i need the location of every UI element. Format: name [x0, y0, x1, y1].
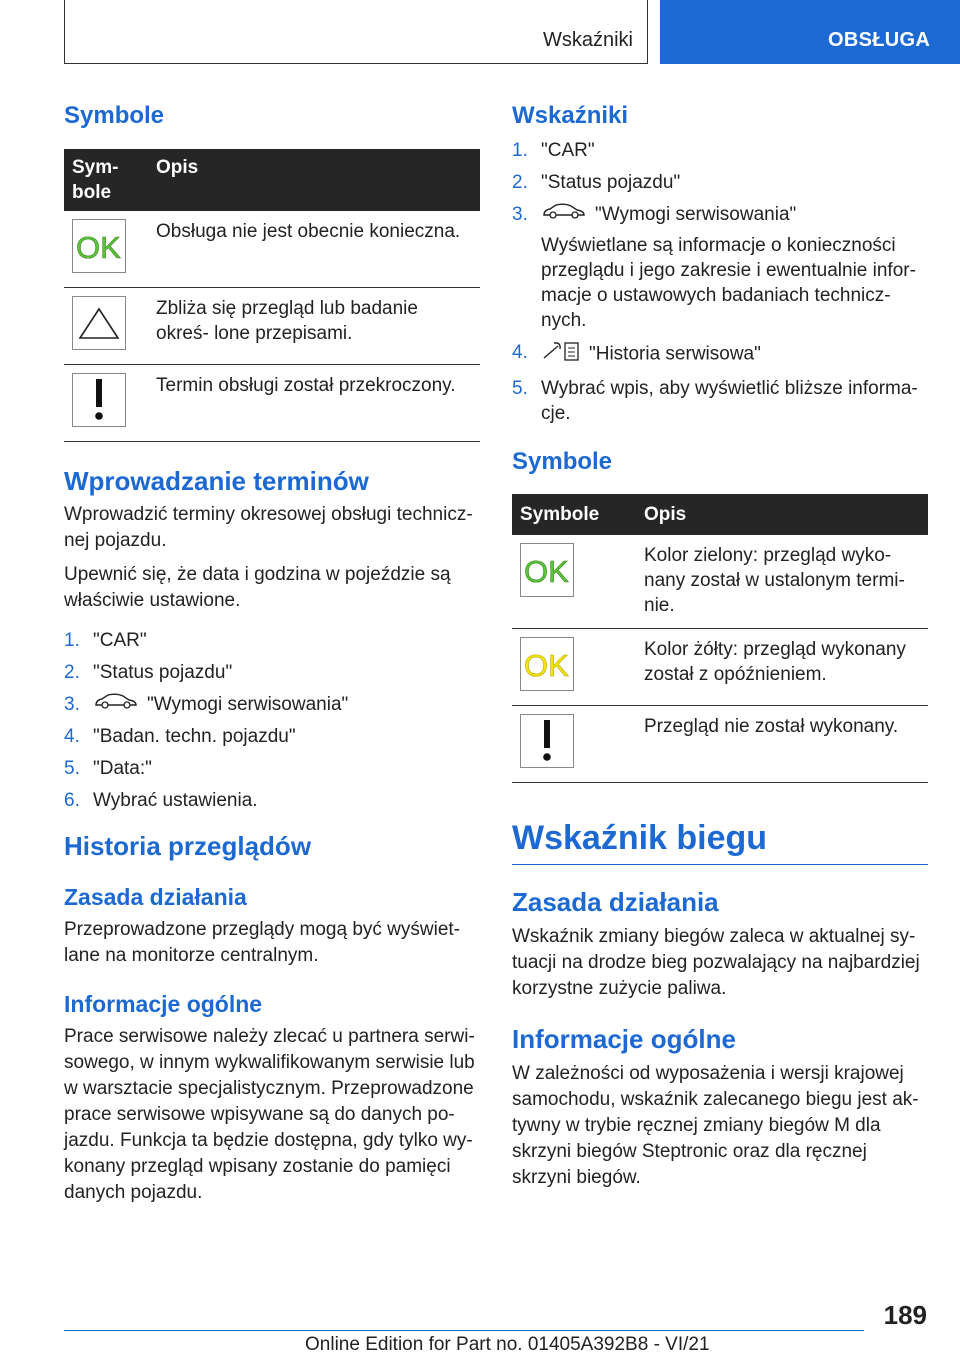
table-row	[512, 629, 928, 706]
status-symbols-table	[512, 494, 928, 783]
svg-text:OK: OK	[524, 555, 569, 586]
table-row	[64, 365, 480, 442]
list-item: 3. "Wymogi serwisowania"	[64, 692, 480, 717]
step3-detail: Wyświetlane są informacje o konieczności przeglądu i jego zakresie i ewentualnie infor‐ macje o ustawowych badaniach technicz‐ nych.	[541, 235, 916, 332]
ok-icon	[72, 219, 126, 273]
row-desc: Kolor zielony: przegląd wyko‐ nany został w ustalonym termi‐ nie.	[636, 535, 928, 629]
row-desc: Zbliża się przegląd lub badanie okreś‐ lone przepisami.	[148, 288, 480, 365]
header-chapter-box	[660, 0, 960, 64]
history-heading: Historia przeglądów	[64, 831, 312, 862]
table-row	[64, 211, 480, 288]
row-desc: Obsługa nie jest obecnie konieczna.	[148, 211, 480, 288]
list-item: 4. "Historia serwisowa"	[512, 340, 928, 369]
list-item: 1. "CAR"	[64, 630, 147, 651]
footer-divider	[64, 1330, 864, 1331]
gear-general-text: W zależności od wyposażenia i wersji krajowej samochodu, wskaźnik zalecanego biegu jest ak‐ tywny w trybie ręcznej zmiany biegów M dla skrzyni biegów Steptronic oraz dla ręcznej skrzyni biegów.	[512, 1063, 919, 1189]
symbols-table	[64, 149, 480, 442]
svg-text:OK: OK	[524, 649, 569, 680]
gear-principle-heading: Zasada działania	[512, 887, 719, 918]
indicators-heading: Wskaźniki	[512, 102, 629, 129]
indicators-steps	[512, 138, 928, 426]
appointments-paragraph-2: Upewnić się, że data i godzina w pojeździe są właściwie ustawione.	[64, 564, 451, 611]
car-service-icon	[93, 692, 139, 717]
gear-principle-text: Wskaźnik zmiany biegów zaleca w aktualnej sy‐ tuacji na drodze bieg pozwalający na najbardziej korzystne zużycie paliwa.	[512, 926, 920, 1000]
list-item: 5. "Data:"	[64, 758, 152, 780]
gear-general-heading: Informacje ogólne	[512, 1024, 736, 1055]
footer-edition: Online Edition for Part no. 01405A392B8 - VI/21	[305, 1334, 710, 1355]
list-item: 4. "Badan. techn. pojazdu"	[64, 726, 296, 748]
gear-heading: Wskaźnik biegu	[512, 819, 928, 865]
right-symbols-heading: Symbole	[512, 448, 613, 476]
right-column	[512, 100, 928, 1191]
table-head-symbol: Sym‐ bole	[64, 149, 148, 211]
svg-text:OK: OK	[76, 231, 121, 261]
table-head-desc: Opis	[148, 149, 480, 211]
header-section-title: Wskaźniki	[542, 29, 633, 51]
row-desc: Termin obsługi został przekroczony.	[148, 365, 480, 442]
symbols-heading: Symbole	[64, 102, 165, 129]
appointments-steps	[64, 628, 480, 813]
principle-text: Przeprowadzone przeglądy mogą być wyświet‐ lane na monitorze centralnym.	[64, 919, 461, 967]
table-head-symbol: Symbole	[512, 494, 636, 535]
row-desc: Kolor żółty: przegląd wykonany został z opóźnieniem.	[636, 629, 928, 706]
header-section-box	[64, 0, 648, 64]
table-header-row	[512, 494, 928, 535]
list-item: 1. "CAR"	[512, 140, 595, 161]
car-service-icon	[541, 202, 587, 227]
service-history-icon	[541, 340, 581, 369]
table-row	[64, 288, 480, 365]
list-item: 3. "Wymogi serwisowania" Wyświetlane są informacje o konieczności przeglądu i jego zakresie i ewentualnie infor‐ macje o ustawowych badaniach technicz‐ nych.	[512, 202, 928, 333]
left-column	[64, 100, 480, 1206]
exclamation-icon	[72, 373, 126, 427]
exclamation-icon	[520, 714, 574, 768]
table-row	[512, 535, 928, 629]
principle-heading: Zasada działania	[64, 884, 247, 911]
warning-triangle-icon	[72, 296, 126, 350]
appointments-paragraph-1: Wprowadzić terminy okresowej obsługi technicz‐ nej pojazdu.	[64, 504, 473, 551]
general-heading: Informacje ogólne	[64, 991, 263, 1018]
header-chapter-title: OBSŁUGA	[828, 29, 931, 51]
page-number: 189	[883, 1300, 927, 1330]
ok-yellow-icon	[520, 637, 574, 691]
list-item: 2. "Status pojazdu"	[512, 172, 681, 193]
row-desc: Przegląd nie został wykonany.	[636, 706, 928, 783]
table-head-desc: Opis	[636, 494, 928, 535]
list-item: 5. Wybrać wpis, aby wyświetlić bliższe informa‐ cje.	[512, 378, 918, 425]
general-text: Prace serwisowe należy zlecać u partnera serwi‐ sowego, w innym wykwalifikowanym serwisie lub w warsztacie specjalistycznym. Przeprowadzone prace serwisowe wpisywane są do danych po‐ jazdu. Funkcja ta będzie dostępna, gdy tylko wy‐ konany przegląd wpisany zostanie do pamięci danych pojazdu.	[64, 1026, 475, 1204]
table-row	[512, 706, 928, 783]
appointments-heading: Wprowadzanie terminów	[64, 466, 369, 496]
list-item: 2. "Status pojazdu"	[64, 662, 233, 683]
table-header-row	[64, 149, 480, 211]
ok-green-icon	[520, 543, 574, 597]
list-item: 6. Wybrać ustawienia.	[64, 790, 258, 812]
